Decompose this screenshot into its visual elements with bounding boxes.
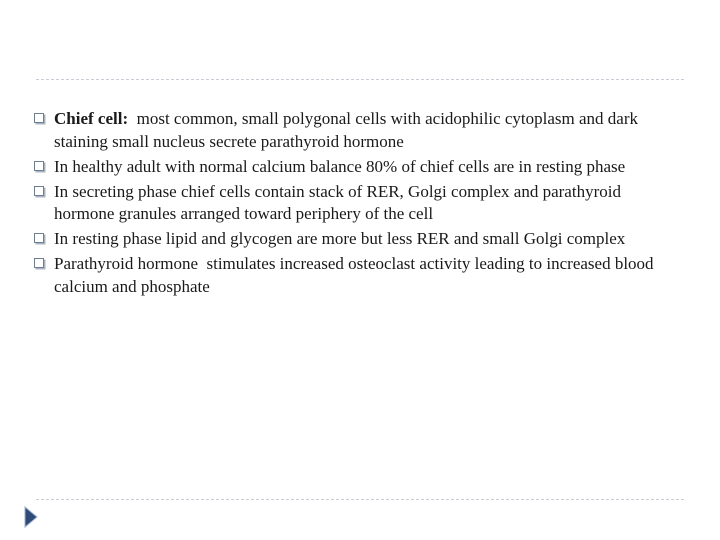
- bullet-text: most common, small polygonal cells with acidophilic cytoplasm and dark staining small nucleus secrete parathyroid hormone: [54, 109, 643, 151]
- top-divider: [36, 79, 684, 80]
- list-item: [34, 156, 684, 179]
- bullet-text: Parathyroid hormone stimulates increased osteoclast activity leading to increased blood calcium and phosphate: [54, 254, 658, 296]
- list-item: [34, 181, 684, 226]
- next-arrow-icon[interactable]: [23, 505, 49, 529]
- checkbox-bullet-icon: [34, 161, 44, 171]
- list-item: [34, 253, 684, 298]
- list-item: [34, 108, 684, 153]
- checkbox-bullet-icon: [34, 186, 44, 196]
- bullet-list: [34, 108, 684, 301]
- checkbox-bullet-icon: [34, 258, 44, 268]
- checkbox-bullet-icon: [34, 233, 44, 243]
- bottom-divider: [36, 499, 684, 500]
- list-item: [34, 228, 684, 251]
- bullet-text: In secreting phase chief cells contain stack of RER, Golgi complex and parathyroid hormone granules arranged toward periphery of the cell: [54, 181, 621, 223]
- bullet-text: In healthy adult with normal calcium balance 80% of chief cells are in resting phase: [54, 156, 626, 176]
- checkbox-bullet-icon: [34, 113, 44, 123]
- bullet-text: In resting phase lipid and glycogen are more but less RER and small Golgi complex: [54, 229, 626, 248]
- bullet-term: Chief cell:: [54, 109, 129, 128]
